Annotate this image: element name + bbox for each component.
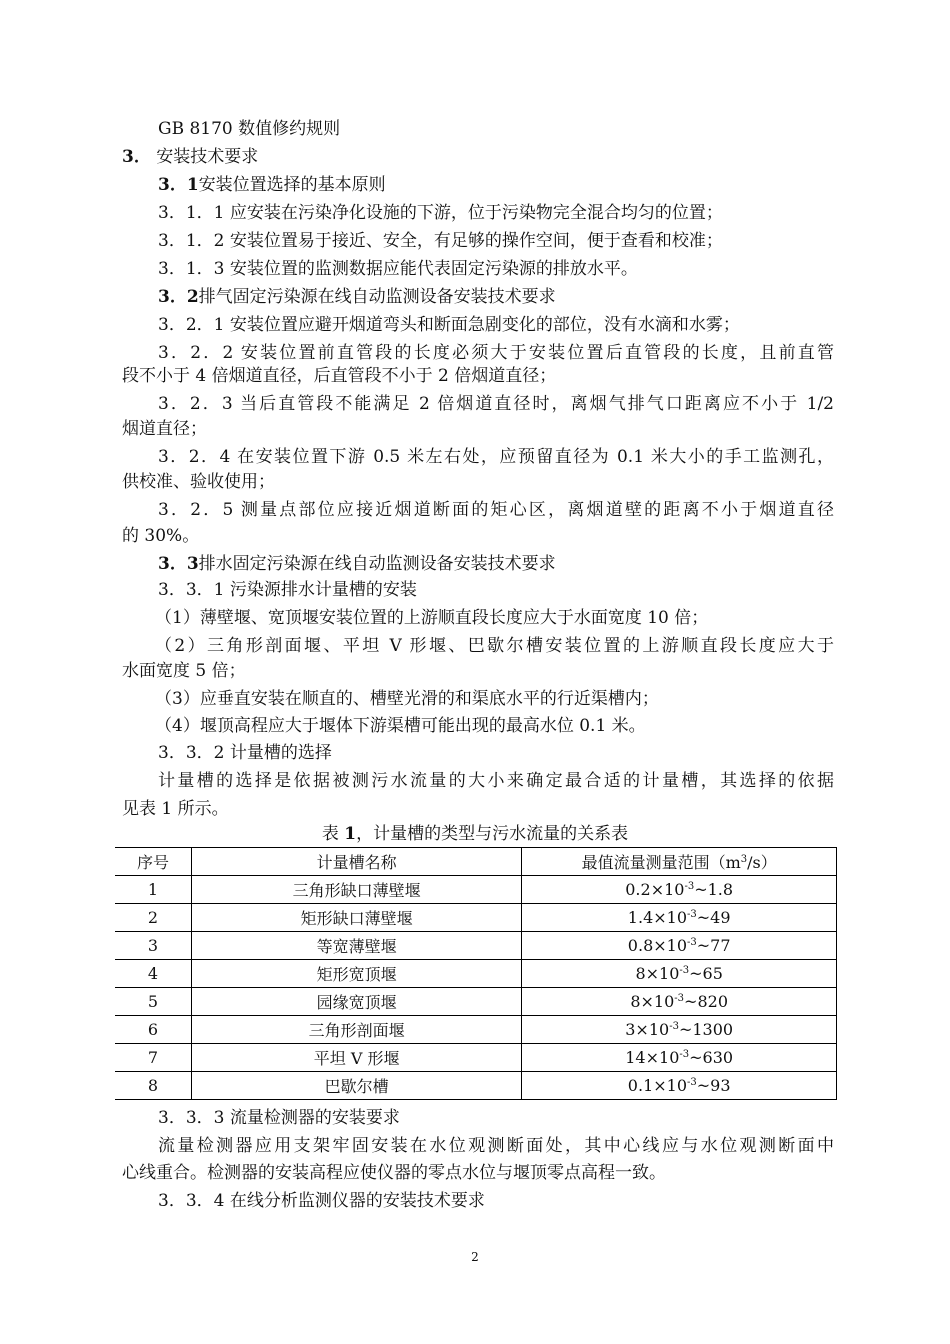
range-base: 8×10 bbox=[630, 992, 675, 1011]
header-name: 计量槽名称 bbox=[191, 848, 521, 876]
paragraph-line: 段不小于 4 倍烟道直径，后直管段不小于 2 倍烟道直径； bbox=[122, 366, 557, 386]
section-title: 排气固定污染源在线自动监测设备安装技术要求 bbox=[198, 287, 556, 307]
table-row bbox=[115, 876, 837, 904]
caption-number: 1 bbox=[344, 824, 357, 844]
paragraph-line: 3．2．1 安装位置应避开烟道弯头和断面急剧变化的部位，没有水滴和水雾； bbox=[158, 315, 740, 335]
table-row bbox=[115, 1072, 837, 1100]
section-title: 安装技术要求 bbox=[156, 147, 259, 167]
paragraph-line: 3．3．1 污染源排水计量槽的安装 bbox=[158, 580, 417, 600]
paragraph-line: 3．1．1 应安装在污染净化设施的下游，位于污染物完全混合均匀的位置； bbox=[158, 203, 723, 223]
section-title: 安装位置选择的基本原则 bbox=[198, 175, 386, 195]
table-caption bbox=[0, 820, 950, 848]
caption-text: ，计量槽的类型与污水流量的关系表 bbox=[356, 824, 629, 844]
cell-name: 巴歇尔槽 bbox=[191, 1072, 521, 1100]
paragraph-line: 烟道直径； bbox=[122, 419, 207, 439]
section-3-2-heading bbox=[158, 283, 556, 311]
paragraph-line: 见表 1 所示。 bbox=[122, 799, 229, 819]
header-range-sup: 3 bbox=[740, 854, 748, 865]
cell-range bbox=[522, 1072, 837, 1100]
page-number: 2 bbox=[471, 1250, 479, 1264]
cell-range bbox=[522, 1016, 837, 1044]
paragraph-line: 心线重合。检测器的安装高程应使仪器的零点水位与堰顶零点高程一致。 bbox=[122, 1163, 666, 1183]
header-range-unit: /s） bbox=[747, 853, 777, 872]
section-number: 3． bbox=[122, 147, 151, 167]
list-item-continuation: 水面宽度 5 倍； bbox=[122, 661, 246, 681]
range-base: 1.4×10 bbox=[627, 908, 688, 927]
paragraph-line: 的 30%。 bbox=[122, 526, 200, 546]
range-max: ~1300 bbox=[678, 1020, 734, 1039]
paragraph-line: 3．2．5 测量点部位应接近烟道断面的矩心区，离烟道壁的距离不小于烟道直径 bbox=[158, 500, 834, 520]
table-row bbox=[115, 904, 837, 932]
paragraph-line: 3．1．3 安装位置的监测数据应能代表固定污染源的排放水平。 bbox=[158, 259, 638, 279]
section-number: 3．1 bbox=[158, 175, 199, 195]
section-number: 3．3 bbox=[158, 554, 199, 574]
table-header-row bbox=[115, 848, 837, 876]
cell-no: 4 bbox=[115, 960, 191, 988]
range-base: 14×10 bbox=[625, 1048, 680, 1067]
range-exponent: -3 bbox=[684, 881, 695, 892]
range-base: 0.1×10 bbox=[627, 1076, 688, 1095]
range-exponent: -3 bbox=[687, 909, 697, 920]
table-row bbox=[115, 960, 837, 988]
range-base: 8×10 bbox=[635, 964, 680, 983]
list-item: （4）堰顶高程应大于堰体下游渠槽可能出现的最高水位 0.1 米。 bbox=[155, 716, 646, 736]
range-max: ~77 bbox=[696, 936, 731, 955]
standard-reference-line: GB 8170 数值修约规则 bbox=[158, 119, 341, 139]
table-row bbox=[115, 1016, 837, 1044]
cell-no: 7 bbox=[115, 1044, 191, 1072]
cell-no: 5 bbox=[115, 988, 191, 1016]
range-max: ~93 bbox=[696, 1076, 731, 1095]
paragraph-line: 3．2．3 当后直管段不能满足 2 倍烟道直径时，离烟气排气口距离应不小于 1/2 bbox=[158, 394, 834, 414]
paragraph-line: 计量槽的选择是依据被测污水流量的大小来确定最合适的计量槽，其选择的依据 bbox=[158, 771, 834, 791]
cell-no: 2 bbox=[115, 904, 191, 932]
range-max: ~630 bbox=[689, 1048, 734, 1067]
header-no: 序号 bbox=[115, 848, 191, 876]
cell-range bbox=[522, 876, 837, 904]
range-exponent: -3 bbox=[674, 993, 685, 1004]
paragraph-line: 供校准、验收使用； bbox=[122, 472, 275, 492]
cell-name: 矩形宽顶堰 bbox=[191, 960, 521, 988]
table-row bbox=[115, 932, 837, 960]
range-exponent: -3 bbox=[679, 1049, 690, 1060]
caption-prefix: 表 bbox=[321, 824, 345, 844]
range-exponent: -3 bbox=[669, 1021, 679, 1032]
section-3-heading bbox=[122, 143, 258, 171]
header-range bbox=[522, 848, 837, 876]
paragraph-line: 3．3．3 流量检测器的安装要求 bbox=[158, 1108, 400, 1128]
range-max: ~49 bbox=[696, 908, 731, 927]
cell-range bbox=[522, 1044, 837, 1072]
flume-table bbox=[115, 847, 837, 1100]
paragraph-line: 3．3．2 计量槽的选择 bbox=[158, 743, 332, 763]
paragraph-line: 3．2．4 在安装位置下游 0.5 米左右处，应预留直径为 0.1 米大小的手工监测孔， bbox=[158, 447, 834, 467]
range-exponent: -3 bbox=[687, 1077, 697, 1088]
paragraph-line: 3．3．4 在线分析监测仪器的安装技术要求 bbox=[158, 1191, 485, 1211]
cell-range bbox=[522, 960, 837, 988]
cell-range bbox=[522, 988, 837, 1016]
range-max: ~820 bbox=[684, 992, 728, 1011]
section-3-3-heading bbox=[158, 550, 556, 578]
range-max: ~65 bbox=[689, 964, 723, 983]
cell-name: 三角形剖面堰 bbox=[191, 1016, 521, 1044]
cell-range bbox=[522, 904, 837, 932]
cell-no: 6 bbox=[115, 1016, 191, 1044]
cell-name: 三角形缺口薄壁堰 bbox=[191, 876, 521, 904]
cell-no: 3 bbox=[115, 932, 191, 960]
header-range-text: 最值流量测量范围（m bbox=[581, 853, 741, 872]
section-number: 3．2 bbox=[158, 287, 199, 307]
cell-name: 等宽薄壁堰 bbox=[191, 932, 521, 960]
cell-name: 园缘宽顶堰 bbox=[191, 988, 521, 1016]
list-item: （1）薄壁堰、宽顶堰安装位置的上游顺直段长度应大于水面宽度 10 倍； bbox=[155, 608, 709, 628]
table-row bbox=[115, 1044, 837, 1072]
table-row bbox=[115, 988, 837, 1016]
paragraph-line: 3．2．2 安装位置前直管段的长度必须大于安装位置后直管段的长度，且前直管 bbox=[158, 343, 834, 363]
range-exponent: -3 bbox=[687, 937, 697, 948]
list-item: （3）应垂直安装在顺直的、槽壁光滑的和渠底水平的行近渠槽内； bbox=[155, 689, 659, 709]
list-item: （2）三角形剖面堰、平坦 V 形堰、巴歇尔槽安装位置的上游顺直段长度应大于 bbox=[155, 636, 834, 656]
cell-name: 平坦 V 形堰 bbox=[191, 1044, 521, 1072]
cell-no: 1 bbox=[115, 876, 191, 904]
section-3-1-heading bbox=[158, 171, 386, 199]
cell-name: 矩形缺口薄壁堰 bbox=[191, 904, 521, 932]
range-base: 0.2×10 bbox=[625, 880, 685, 899]
paragraph-line: 流量检测器应用支架牢固安装在水位观测断面处，其中心线应与水位观测断面中 bbox=[158, 1136, 834, 1156]
cell-no: 8 bbox=[115, 1072, 191, 1100]
range-exponent: -3 bbox=[679, 965, 690, 976]
paragraph-line: 3．1．2 安装位置易于接近、安全，有足够的操作空间，便于查看和校准； bbox=[158, 231, 723, 251]
section-title: 排水固定污染源在线自动监测设备安装技术要求 bbox=[198, 554, 556, 574]
range-base: 3×10 bbox=[625, 1020, 670, 1039]
range-base: 0.8×10 bbox=[627, 936, 688, 955]
cell-range bbox=[522, 932, 837, 960]
range-max: ~1.8 bbox=[694, 880, 734, 899]
